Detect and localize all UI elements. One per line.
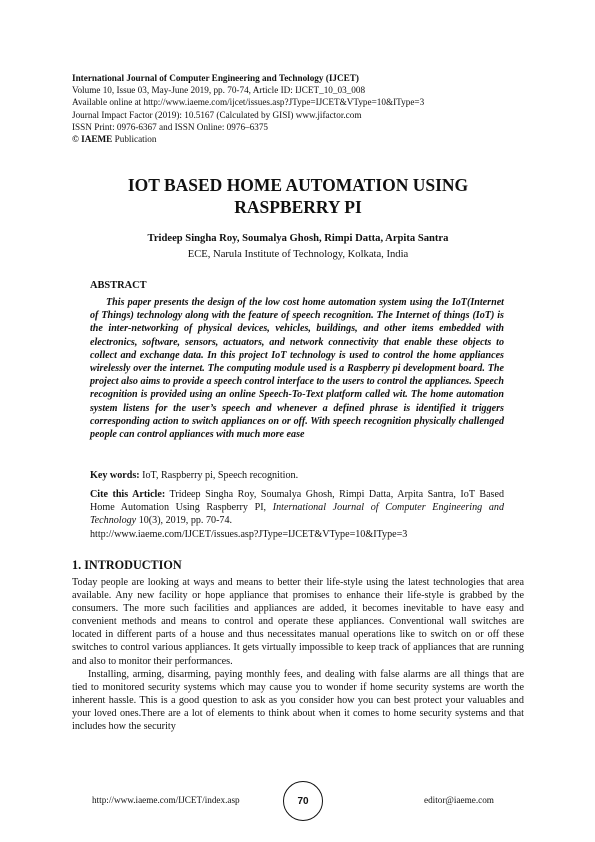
keywords [90, 470, 504, 481]
abstract-text: This paper presents the design of the low cost home automation system using the IoT(Internet of Things) technology along with the feature of speech recognition. The Internet of things (IoT) is the inter-networking of physical devices, vehicles, buildings, and other items embedded with electronics, software, sensors, actuators, and network connectivity that enable these objects to collect and exchange data. In this project IoT technology is used to control the home appliances wirelessly over the internet. The computing module used is a Raspberry pi development board. The project also aims to provide a speech control interface to the users to control the appliances. Speech recognition is provided using an online Speech-To-Text platform called wit. The home automation system listens for the user’s speech and whenever a defined phrase is identified it triggers corresponding action to switch appliances on or off. With speech recognition physically challenged people can control appliances with much more ease [90, 297, 504, 441]
cite-label: Cite this Article: [90, 489, 166, 500]
keywords-label: Key words: [90, 470, 140, 481]
keywords-text: IoT, Raspberry pi, Speech recognition. [139, 470, 299, 481]
publication-label: Publication [112, 134, 157, 145]
title-line-2: RASPBERRY PI [234, 197, 362, 217]
available-online-line: Available online at http://www.iaeme.com/ijcet/issues.asp?JType=IJCET&VType=10&IType=3 [72, 97, 425, 108]
introduction-body [72, 576, 524, 733]
cite-details: 10(3), 2019, pp. 70-74. [136, 515, 233, 527]
issn-line: ISSN Print: 0976-6367 and ISSN Online: 0976–6375 [72, 121, 269, 132]
title-line-1: IOT BASED HOME AUTOMATION USING [127, 175, 469, 195]
copyright-line [72, 133, 424, 145]
copyright-symbol: © [72, 134, 82, 145]
volume-line: Volume 10, Issue 03, May-June 2019, pp. 70-74, Article ID: IJCET_10_03_008 [72, 85, 366, 96]
cite-journal: International Journal of Computer Engineering and Technology [90, 502, 504, 527]
impact-factor-line: Journal Impact Factor (2019): 10.5167 (Calculated by GISI) www.jifactor.com [72, 109, 362, 120]
intro-paragraph-2: Installing, arming, disarming, paying monthly fees, and dealing with false alarms are all things that are tied to monitored security systems which may cause you to wonder if home security systems are worth the inherent hassle. This is a good question to ask as you consider how you can best protect your valuables and your loved ones.There are a lot of elements to think about when it comes to home security systems and that includes how the security [72, 668, 524, 733]
intro-paragraph-1: Today people are looking at ways and means to better their life-style using the latest technologies that area available. Any new facility or hope appliance that promises to enhance their life-style is grabbed by the consumers. The more such facilities and appliances are added, it becomes inevitable to have easy and convenient methods and means to control and operate these appliances. Conventional wall switches are located in different parts of a house and thus necessitates manual operations like to switch on or off these switches to control various appliances. It gets virtually impossible to keep track of appliances that are running and also to monitor their performances. [72, 577, 524, 667]
page-number: 70 [283, 781, 323, 821]
journal-title: International Journal of Computer Engineering and Technology (IJCET) [72, 73, 359, 83]
authors: Trideep Singha Roy, Soumalya Ghosh, Rimpi Datta, Arpita Santra [147, 233, 449, 244]
cite-authors-title: Trideep Singha Roy, Soumalya Ghosh, Rimpi Datta, Arpita Santra, IoT Based Home Automation Using Raspberry PI, [90, 489, 504, 514]
footer-email[interactable]: editor@iaeme.com [424, 795, 494, 805]
abstract-heading: ABSTRACT [90, 280, 147, 291]
affiliation: ECE, Narula Institute of Technology, Kolkata, India [187, 249, 409, 260]
citation [90, 488, 504, 541]
publisher-name: IAEME [81, 134, 113, 145]
cite-url[interactable]: http://www.iaeme.com/IJCET/issues.asp?JType=IJCET&VType=10&IType=3 [90, 528, 408, 540]
paper-title [72, 174, 524, 218]
footer-url[interactable]: http://www.iaeme.com/IJCET/index.asp [92, 795, 240, 805]
journal-header [72, 72, 424, 145]
section-heading-introduction: 1. INTRODUCTION [72, 558, 182, 572]
